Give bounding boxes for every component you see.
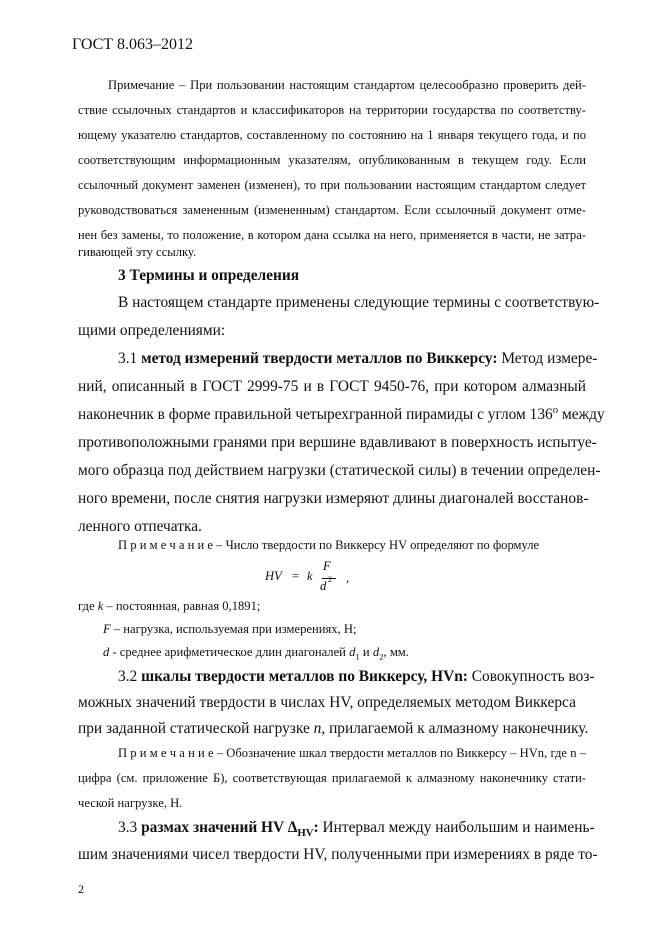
formula-k: k bbox=[307, 569, 313, 583]
where-line: F – нагрузка, используемая при измерениях, Н; bbox=[103, 622, 357, 636]
note-line: ссылочный документ заменен (изменен), то при пользовании настоящим стандартом следует bbox=[78, 178, 586, 192]
note-line: руководствоваться замененным (измененным) стандартом. Если ссылочный документ отме- bbox=[78, 203, 586, 217]
formula-denominator: d bbox=[320, 579, 327, 593]
term-3-1-line: ний, описанный в ГОСТ 2999-75 и в ГОСТ 9450-76, при котором алмазный bbox=[78, 378, 586, 395]
note-line: ющему указателю стандартов, составленному по состоянию на 1 января текущего года, и по bbox=[78, 128, 586, 142]
where-line: где k – постоянная, равная 0,1891; bbox=[78, 599, 261, 613]
where-line: d - среднее арифметическое длин диагоналей $d_1$ и $d_2$, мм. bbox=[103, 645, 409, 662]
term-3-1-note: П р и м е ч а н и е – Число твердости по Виккерсу HV определяют по формуле bbox=[118, 538, 540, 552]
term-3-2-line: при заданной статической нагрузке n, прилагаемой к алмазному наконечнику. bbox=[78, 720, 589, 737]
formula-eq: = bbox=[292, 569, 300, 583]
formula-denominator-exp: 2 bbox=[328, 575, 332, 584]
term-3-3-line: 3.3 размах значений HV $\Delta_{HV}$: Интервал между наибольшим и наимень- bbox=[118, 819, 595, 840]
term-3-1-line: 3.1 метод измерений твердости металлов по Виккерсу: Метод измере- bbox=[118, 350, 598, 367]
section-heading: 3 Термины и определения bbox=[118, 267, 300, 284]
term-3-2-note-line: цифра (см. приложение Б), соответствующая прилагаемой к алмазному наконечнику стати- bbox=[78, 771, 586, 785]
formula-numerator: F bbox=[323, 559, 331, 573]
note-line: ствие ссылочных стандартов и классификаторов на территории государства по соответству- bbox=[78, 103, 586, 117]
term-3-1-line: ленного отпечатка. bbox=[78, 518, 202, 535]
term-3-1-line: наконечник в форме правильной четырехгранной пирамиды с углом $136^о$ между bbox=[78, 403, 605, 423]
section-intro-line: щими определениями: bbox=[78, 322, 226, 339]
term-3-2-note-line: П р и м е ч а н и е – Обозначение шкал твердости металлов по Виккерсу – HVn, где n – bbox=[118, 746, 586, 760]
note-line: нен без замены, то положение, в котором дана ссылка на него, применяется в части, не затра- bbox=[78, 228, 586, 242]
term-3-3-line: шим значениями чисел твердости HV, полученными при измерениях в ряде то- bbox=[78, 846, 598, 863]
note-line: соответствующим информационным указателям, опубликованным в текущем году. Если bbox=[78, 153, 586, 167]
page-number: 2 bbox=[78, 882, 84, 896]
term-3-1-line: ного времени, после снятия нагрузки измеряют длины диагоналей восстанов- bbox=[78, 490, 589, 507]
term-3-2-note-line: ческой нагрузке, Н. bbox=[78, 796, 183, 810]
term-3-1-line: мого образца под действием нагрузки (статической силы) в течении определен- bbox=[78, 462, 601, 479]
term-3-2-line: 3.2 шкалы твердости металлов по Виккерсу, HVn: Совокупность воз- bbox=[118, 668, 595, 685]
section-intro-line: В настоящем стандарте применены следующие термины с соответствую- bbox=[118, 294, 600, 311]
formula-lhs: HV bbox=[265, 569, 282, 583]
note-line: Примечание – При пользовании настоящим стандартом целесообразно проверить дей- bbox=[108, 78, 586, 92]
formula-comma: , bbox=[346, 571, 350, 585]
document-header: ГОСТ 8.063–2012 bbox=[72, 36, 194, 53]
term-3-1-line: противоположными гранями при вершине вдавливают в поверхность испытуе- bbox=[78, 434, 597, 451]
note-line: гивающей эту ссылку. bbox=[78, 245, 197, 259]
term-3-2-line: можных значений твердости в числах HV, определяемых методом Виккерса bbox=[78, 694, 576, 711]
